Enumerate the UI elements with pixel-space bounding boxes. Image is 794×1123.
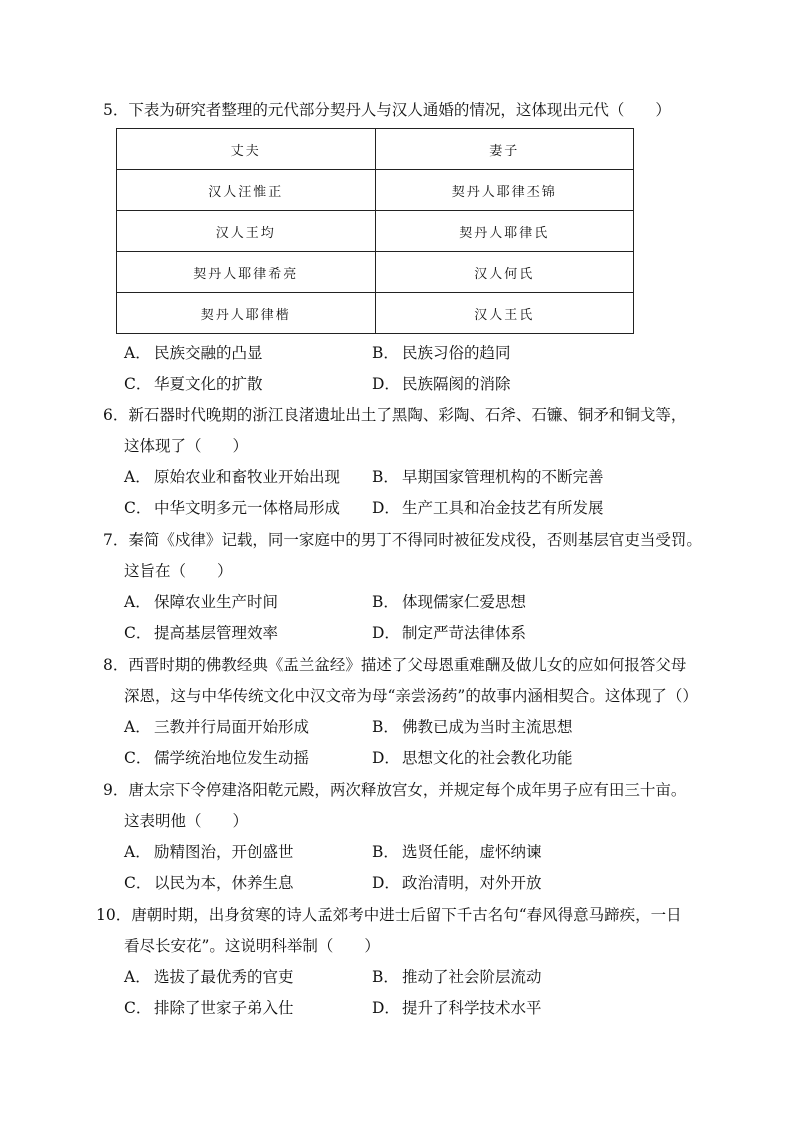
table-cell: 汉人王氏 (375, 293, 634, 334)
option-text: 提升了科学技术水平 (402, 999, 542, 1017)
q6-option-d[interactable] (372, 497, 604, 519)
q8-option-b[interactable] (372, 716, 573, 738)
q7-option-b[interactable] (372, 591, 526, 613)
option-label: D． (372, 375, 400, 393)
option-text: 原始农业和畜牧业开始出现 (154, 468, 341, 486)
q6-option-c[interactable] (124, 497, 340, 519)
q10-option-a[interactable] (124, 966, 294, 988)
option-label: A． (124, 843, 151, 861)
option-text: 提高基层管理效率 (154, 624, 279, 642)
question-7-stem: 7．秦简《戍律》记载，同一家庭中的男丁不得同时被征发戍役，否则基层官吏当受罚。 (103, 531, 702, 549)
q6-option-b[interactable] (372, 466, 604, 488)
q8-option-d[interactable] (372, 747, 573, 769)
option-label: C． (124, 749, 152, 767)
question-6-stem: 6．新石器时代晚期的浙江良渚遗址出土了黑陶、彩陶、石斧、石镰、铜矛和铜戈等， (103, 406, 687, 424)
option-label: D． (372, 624, 400, 642)
option-label: A． (124, 344, 151, 362)
table-cell: 契丹人耶律丕锦 (375, 170, 634, 211)
q7-option-d[interactable] (372, 622, 526, 644)
option-label: A． (124, 468, 151, 486)
question-9-stem-cont: 这表明他（ ） (124, 812, 249, 830)
table-row (117, 293, 634, 334)
option-label: B． (372, 468, 399, 486)
q10-option-b[interactable] (372, 966, 542, 988)
option-text: 佛教已成为当时主流思想 (402, 718, 573, 736)
q8-option-c[interactable] (124, 747, 309, 769)
option-text: 华夏文化的扩散 (154, 375, 263, 393)
q10-option-c[interactable] (124, 997, 294, 1019)
table-row (117, 252, 634, 293)
option-label: A． (124, 593, 151, 611)
option-text: 三教并行局面开始形成 (154, 718, 310, 736)
table-header-wife: 妻子 (375, 129, 634, 170)
q9-option-d[interactable] (372, 872, 542, 894)
option-label: B． (372, 344, 399, 362)
option-label: C． (124, 874, 152, 892)
table-header-row (117, 129, 634, 170)
option-label: C． (124, 375, 152, 393)
question-5-stem: 5．下表为研究者整理的元代部分契丹人与汉人通婚的情况，这体现出元代（ ） (103, 101, 671, 119)
option-label: D． (372, 874, 400, 892)
option-label: D． (372, 499, 400, 517)
option-text: 生产工具和冶金技艺有所发展 (402, 499, 604, 517)
option-text: 推动了社会阶层流动 (402, 968, 542, 986)
option-text: 以民为本，休养生息 (154, 874, 294, 892)
option-label: C． (124, 999, 152, 1017)
option-text: 选拔了最优秀的官吏 (154, 968, 294, 986)
table-cell: 契丹人耶律楷 (117, 293, 376, 334)
question-6-stem-cont: 这体现了（ ） (124, 437, 249, 455)
question-10-stem-cont: 看尽长安花”。这说明科举制（ ） (124, 937, 380, 955)
table-header-husband: 丈夫 (117, 129, 376, 170)
q7-option-c[interactable] (124, 622, 278, 644)
option-text: 保障农业生产时间 (154, 593, 279, 611)
option-text: 民族隔阂的消除 (402, 375, 511, 393)
question-10-stem: 10．唐朝时期，出身贫寒的诗人孟郊考中进士后留下千古名句“春风得意马蹄疾，一日 (96, 906, 682, 924)
question-8-stem: 8．西晋时期的佛教经典《盂兰盆经》描述了父母恩重难酬及做儿女的应如何报答父母 (103, 656, 687, 674)
option-text: 早期国家管理机构的不断完善 (402, 468, 604, 486)
q5-option-c[interactable] (124, 373, 263, 395)
table-row (117, 211, 634, 252)
q10-option-d[interactable] (372, 997, 542, 1019)
option-text: 选贤任能，虚怀纳谏 (402, 843, 542, 861)
option-label: C． (124, 499, 152, 517)
option-text: 民族交融的凸显 (154, 344, 263, 362)
option-label: C． (124, 624, 152, 642)
table-cell: 汉人汪惟正 (117, 170, 376, 211)
q5-option-b[interactable] (372, 342, 511, 364)
option-label: D． (372, 749, 400, 767)
question-9-stem: 9．唐太宗下令停建洛阳乾元殿，两次释放宫女，并规定每个成年男子应有田三十亩。 (103, 781, 687, 799)
option-text: 政治清明，对外开放 (402, 874, 542, 892)
option-text: 儒学统治地位发生动摇 (154, 749, 310, 767)
table-cell: 契丹人耶律希亮 (117, 252, 376, 293)
option-label: D． (372, 999, 400, 1017)
table-row (117, 170, 634, 211)
option-text: 体现儒家仁爱思想 (402, 593, 527, 611)
option-text: 排除了世家子弟入仕 (154, 999, 294, 1017)
option-text: 中华文明多元一体格局形成 (154, 499, 341, 517)
q9-option-a[interactable] (124, 841, 294, 863)
table-cell: 契丹人耶律氏 (375, 211, 634, 252)
q9-option-b[interactable] (372, 841, 542, 863)
q6-option-a[interactable] (124, 466, 340, 488)
option-label: B． (372, 593, 399, 611)
option-text: 思想文化的社会教化功能 (402, 749, 573, 767)
question-8-stem-cont: 深恩，这与中华传统文化中汉文帝为母“亲尝汤药”的故事内涵相契合。这体现了（） (124, 687, 698, 705)
table-cell: 汉人何氏 (375, 252, 634, 293)
q5-option-d[interactable] (372, 373, 511, 395)
question-7-stem-cont: 这旨在（ ） (124, 562, 233, 580)
q9-option-c[interactable] (124, 872, 294, 894)
option-label: A． (124, 718, 151, 736)
table-cell: 汉人王均 (117, 211, 376, 252)
option-text: 励精图治，开创盛世 (154, 843, 294, 861)
marriage-table (116, 128, 634, 334)
q5-option-a[interactable] (124, 342, 263, 364)
q7-option-a[interactable] (124, 591, 278, 613)
q8-option-a[interactable] (124, 716, 309, 738)
option-label: A． (124, 968, 151, 986)
option-label: B． (372, 843, 399, 861)
option-text: 民族习俗的趋同 (402, 344, 511, 362)
option-text: 制定严苛法律体系 (402, 624, 527, 642)
option-label: B． (372, 968, 399, 986)
option-label: B． (372, 718, 399, 736)
